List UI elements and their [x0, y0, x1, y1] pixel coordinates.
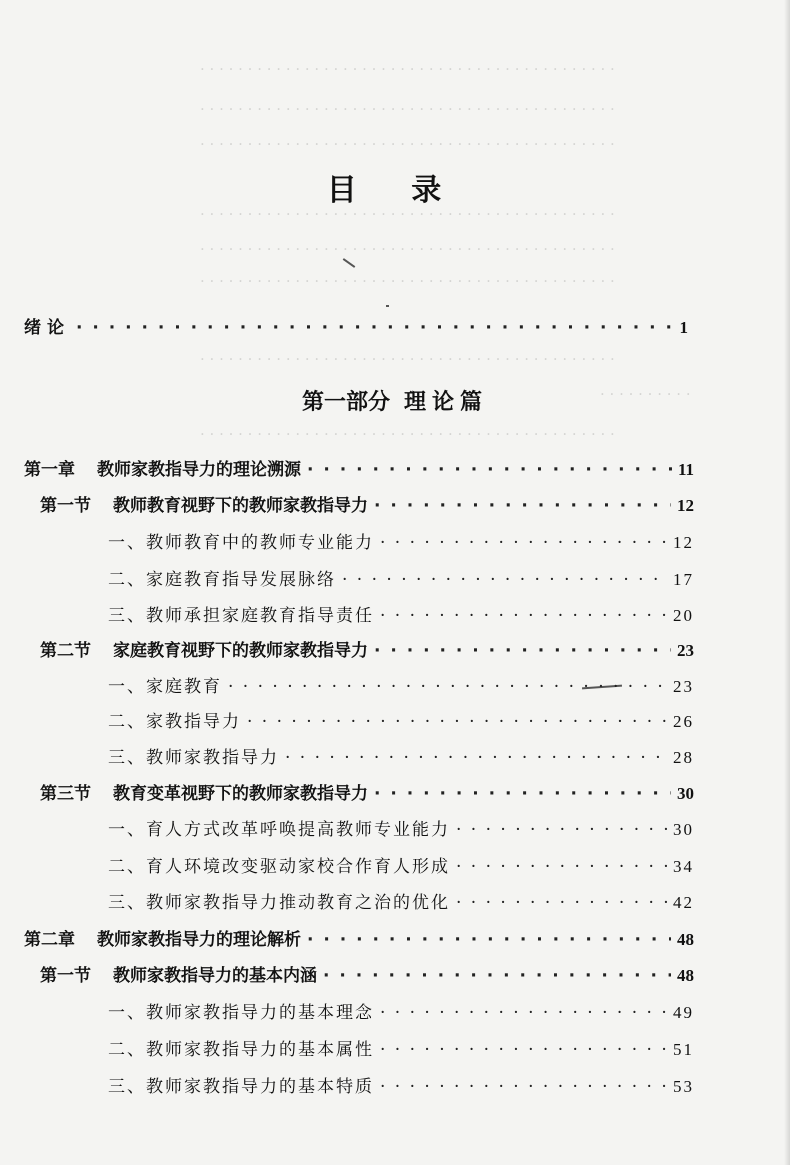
toc-entry-number: 第二节 [40, 641, 91, 661]
toc-entry-text: 一、教师家教指导力的基本理念 [108, 1003, 374, 1023]
toc-entry-sub[interactable] [108, 891, 694, 915]
show-through-line: · · · · · · · · · · · · · · · · · · · · · · · · · · · · · · · · · · · · · · · · · · · · [200, 100, 615, 118]
leader-dots [307, 458, 672, 482]
leader-dots [380, 1038, 667, 1062]
toc-entry-sub[interactable] [108, 568, 694, 592]
leader-dots [380, 1001, 667, 1025]
toc-entry-text: 家庭教育视野下的教师家教指导力 [113, 641, 368, 661]
toc-entry-sub[interactable] [108, 675, 694, 699]
toc-entry-label [108, 746, 279, 770]
toc-entry-text: 教师教育视野下的教师家教指导力 [113, 496, 368, 516]
toc-entry-section[interactable] [40, 782, 694, 806]
toc-entry-section[interactable] [40, 639, 694, 663]
toc-entry-page: 48 [677, 966, 694, 985]
toc-entry-text: 三、教师家教指导力 [108, 748, 279, 768]
toc-entry-text: 教师家教指导力的理论溯源 [97, 460, 301, 480]
toc-entry-text: 教师家教指导力的基本内涵 [113, 966, 317, 986]
toc-entry-sub[interactable] [108, 710, 694, 734]
toc-entry-number: 第二章 [24, 930, 75, 950]
toc-entry-number: 第一节 [40, 966, 91, 986]
toc-entry-label [24, 928, 301, 952]
toc-entry-page: 11 [677, 460, 694, 479]
toc-entry-page: 42 [673, 893, 694, 912]
toc-intro-label: 绪论 [24, 318, 70, 338]
part-title [0, 385, 790, 416]
show-through-line: · · · · · · · · · · · · · · · · · · · · · · · · · · · · · · · · · · · · · · · · · · · · [200, 205, 615, 223]
toc-entry-page: 28 [673, 748, 694, 767]
toc-entry-sub[interactable] [108, 855, 694, 879]
toc-entry-page: 12 [677, 496, 694, 515]
toc-entry-text: 二、教师家教指导力的基本属性 [108, 1040, 374, 1060]
toc-entry-page: 48 [677, 930, 694, 949]
show-through-line: · · · · · · · · · · · · · · · · · · · · · · · · · · · · · · · · · · · · · · · · · · · · [200, 272, 615, 290]
toc-entry-page: 23 [677, 641, 694, 660]
toc-entry-text: 一、家庭教育 [108, 677, 222, 697]
show-through-line: · · · · · · · · · · [600, 385, 691, 403]
toc-entry-label [108, 531, 374, 555]
leader-dots [374, 639, 671, 663]
toc-entry-label [108, 891, 450, 915]
toc-entry-label [40, 494, 368, 518]
toc-entry-sub[interactable] [108, 818, 694, 842]
toc-entry-label [108, 675, 222, 699]
leader-dots [456, 818, 667, 842]
toc-entry-page: 34 [673, 857, 694, 876]
show-through-line: · · · · · · · · · · · · · · · · · · · · · · · · · · · · · · · · · · · · · · · · · · · · [200, 425, 615, 443]
toc-entry-sub[interactable] [108, 1001, 694, 1025]
toc-entry-text: 一、育人方式改革呼唤提高教师专业能力 [108, 820, 450, 840]
toc-intro-page: 1 [679, 318, 694, 337]
leader-dots [374, 494, 671, 518]
leader-dots [285, 746, 667, 770]
toc-entry-text: 二、家庭教育指导发展脉络 [108, 570, 336, 590]
toc-entry-sub[interactable] [108, 1038, 694, 1062]
show-through-line: · · · · · · · · · · · · · · · · · · · · · · · · · · · · · · · · · · · · · · · · · · · · [200, 135, 615, 153]
toc-entry-text: 教育变革视野下的教师家教指导力 [113, 784, 368, 804]
toc-entry-label [108, 568, 336, 592]
show-through-line: · · · · · · · · · · · · · · · · · · · · · · · · · · · · · · · · · · · · · · · · · · · · [200, 240, 615, 258]
toc-entry-section[interactable] [40, 964, 694, 988]
toc-entry-page: 17 [673, 570, 694, 589]
leader-dots [76, 316, 674, 340]
toc-entry-label [108, 855, 450, 879]
toc-entry-page: 30 [677, 784, 694, 803]
toc-entry-sub[interactable] [108, 531, 694, 555]
show-through-line: · · · · · · · · · · · · · · · · · · · · · · · · · · · · · · · · · · · · · · · · · · · · [200, 60, 615, 78]
toc-entry-section[interactable] [40, 494, 694, 518]
leader-dots [380, 531, 667, 555]
toc-entry-text: 一、教师教育中的教师专业能力 [108, 533, 374, 553]
toc-entry-page: 26 [673, 712, 694, 731]
toc-entry-label [108, 1075, 374, 1099]
toc-entry-number: 第三节 [40, 784, 91, 804]
toc-entry-label [24, 458, 301, 482]
leader-dots [307, 928, 671, 952]
toc-entry-page: 49 [673, 1003, 694, 1022]
toc-entry-text: 三、教师承担家庭教育指导责任 [108, 606, 374, 626]
leader-dots [456, 891, 667, 915]
leader-dots [374, 782, 671, 806]
leader-dots [247, 710, 667, 734]
toc-entry-sub[interactable] [108, 1075, 694, 1099]
toc-entry-label [40, 964, 317, 988]
toc-entry-text: 二、家教指导力 [108, 712, 241, 732]
toc-entry-number: 第一节 [40, 496, 91, 516]
leader-dots [323, 964, 671, 988]
toc-entry-number: 第一章 [24, 460, 75, 480]
toc-entry-page: 20 [673, 606, 694, 625]
page-title: 目 录 [326, 173, 464, 208]
toc-entry-page: 53 [673, 1077, 694, 1096]
leader-dots [456, 855, 667, 879]
toc-entry-label [40, 639, 368, 663]
scan-speck [386, 305, 389, 307]
toc-entry-sub[interactable] [108, 746, 694, 770]
toc-entry-text: 二、育人环境改变驱动家校合作育人形成 [108, 857, 450, 877]
toc-entry-chapter[interactable] [24, 458, 694, 482]
toc-entry-text: 教师家教指导力的理论解析 [97, 930, 301, 950]
toc-entry-page: 51 [673, 1040, 694, 1059]
toc-entry-label [108, 1038, 374, 1062]
toc-entry-page: 30 [673, 820, 694, 839]
toc-entry-chapter[interactable] [24, 928, 694, 952]
toc-entry-page: 23 [673, 677, 694, 696]
toc-entry-label [40, 782, 368, 806]
show-through-line: · · · · · · · · · · · · · · · · · · · · · · · · · · · · · · · · · · · · · · · · · · · · [200, 350, 615, 368]
part-title-sub: 理论篇 [404, 390, 489, 415]
scan-speck [343, 258, 356, 268]
toc-intro[interactable] [24, 316, 694, 340]
leader-dots [228, 675, 667, 699]
toc-entry-page: 12 [673, 533, 694, 552]
toc-entry-label [108, 710, 241, 734]
toc-entry-text: 三、教师家教指导力推动教育之治的优化 [108, 893, 450, 913]
toc-entry-text: 三、教师家教指导力的基本特质 [108, 1077, 374, 1097]
leader-dots [380, 604, 667, 628]
part-title-main: 第一部分 [301, 390, 390, 415]
toc-entry-label [108, 604, 374, 628]
toc-entry-label [108, 1001, 374, 1025]
leader-dots [380, 1075, 667, 1099]
toc-entry-label [108, 818, 450, 842]
toc-entry-sub[interactable] [108, 604, 694, 628]
leader-dots [342, 568, 667, 592]
